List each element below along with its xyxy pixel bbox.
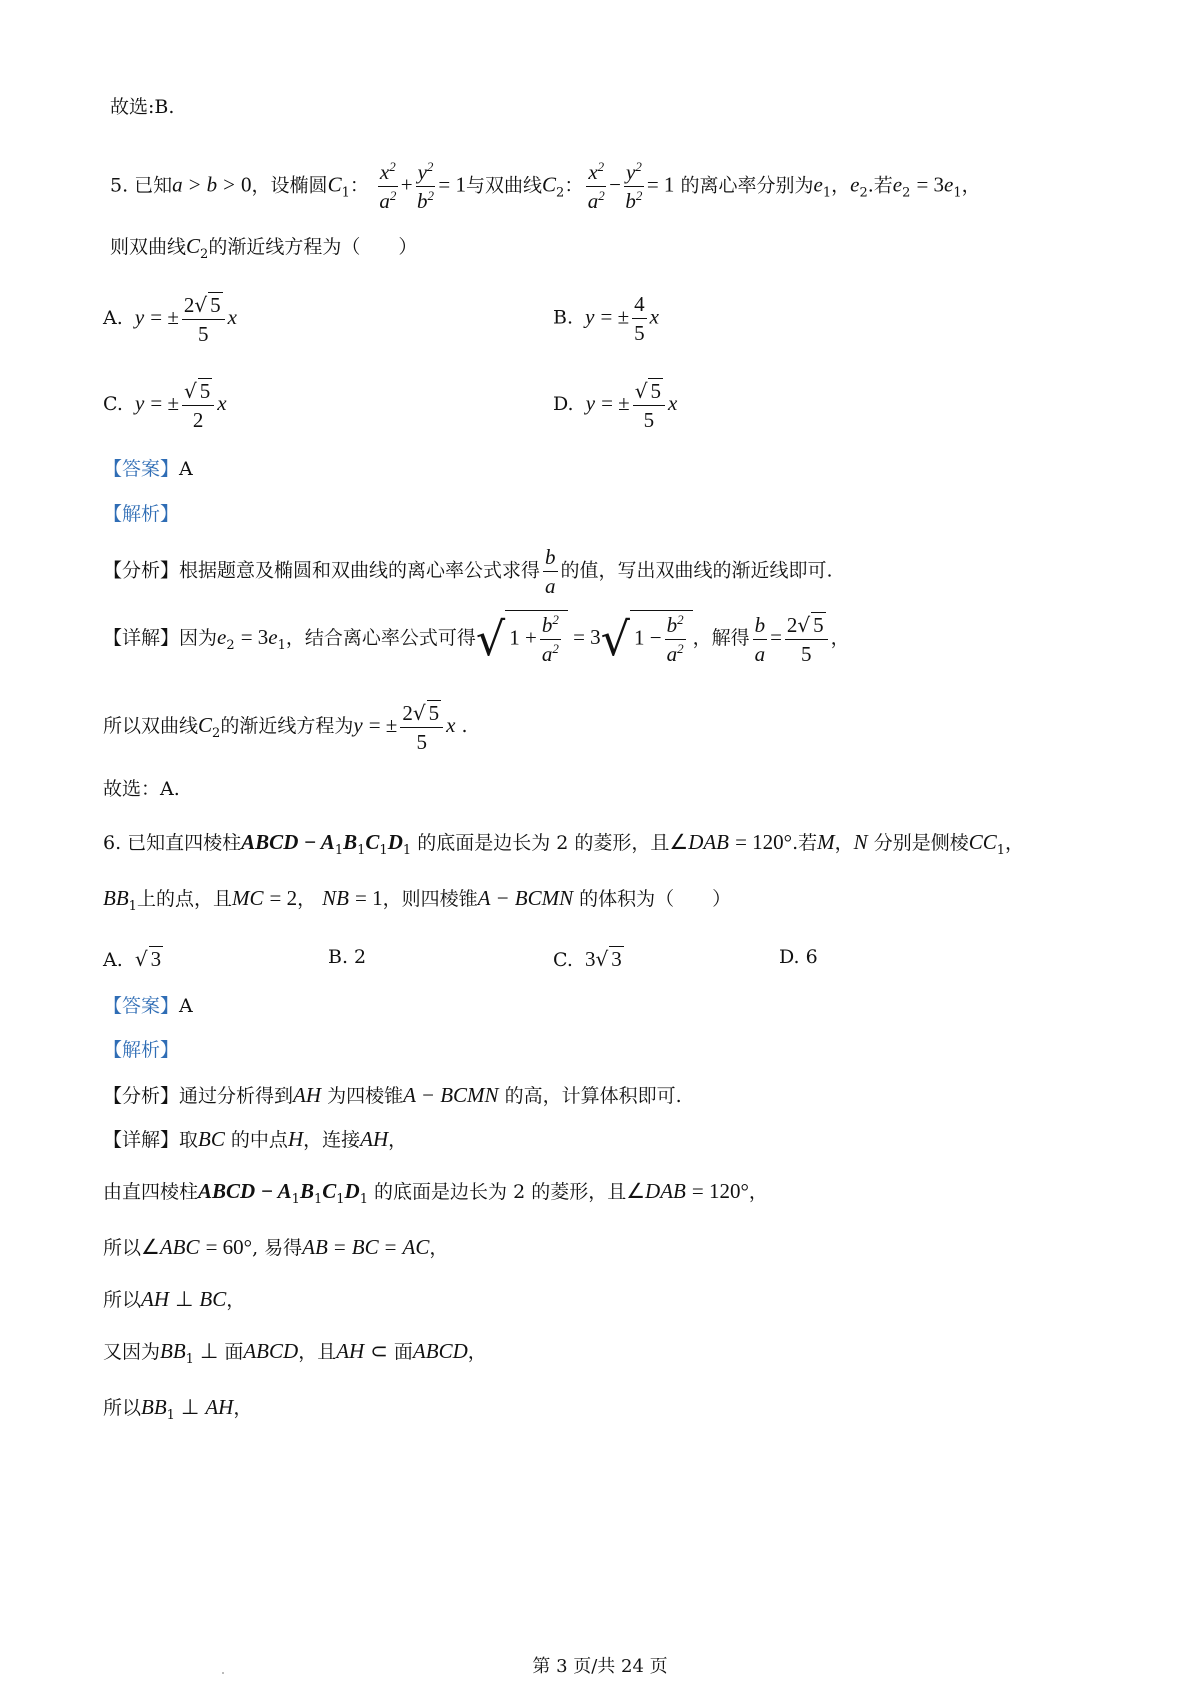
q6-jiexi: 【解析】 — [103, 1039, 180, 1061]
q5-conclusion: 所以双曲线$C_2$的渐近线方程为y = ± $\frac{2√ 5}{5}$ x . — [103, 701, 468, 755]
q6-stem-line2: $BB_1$上的点，且MC = 2， NB = 1，则四棱锥A − BCMN 的体积为（ ） — [103, 886, 732, 914]
q6-step-5: 所以$BB_1$ ⊥ AH， — [103, 1395, 253, 1423]
prev-answer-line: 故选:B. — [110, 96, 175, 118]
q5-stem: 5. 已知a > b > 0，设椭圆$C_1$： $\frac{x^2}{a^2}$ + $\frac{y^2}{b^2}$ = 1与双曲线$C_2$： $\frac{x^2}{a^2}$ − $\frac{y^2}{b^2}$ = 1 的离心率分别为$e_1$，$e_2$.若$e_2 = 3e_1$， — [110, 159, 981, 214]
q5-option-a[interactable]: A. y = ± $\frac{2√ 5}{5}$ x — [103, 293, 237, 347]
q6-option-c[interactable]: C. 3√ 3 — [553, 947, 622, 971]
q6-step-1: 由直四棱柱ABCD − $A_1B_1C_1D_1$ 的底面是边长为 2 的菱形，且∠DAB = 120°， — [103, 1179, 768, 1207]
q6-fenxi: 【分析】通过分析得到AH 为四棱锥A − BCMN 的高，计算体积即可. — [103, 1083, 682, 1107]
page-footer: 第 3 页/共 24 页 — [532, 1656, 668, 1677]
q6-step-4: 又因为$BB_1$ ⊥ 面ABCD，且AH ⊂ 面ABCD， — [103, 1339, 487, 1367]
q5-jiexi: 【解析】 — [103, 503, 180, 525]
q5-stem-line2: 则双曲线$C_2$的渐近线方程为（ ） — [110, 234, 418, 262]
q6-option-b[interactable]: B. 2 — [328, 946, 367, 968]
q5-option-b[interactable]: B. y = ± $\frac{4}{5}$ x — [553, 292, 659, 346]
q6-answer: 【答案】A — [103, 995, 193, 1017]
q5-xiangjie: 【详解】因为$e_2 = 3e_1$，结合离心率公式可得√ 1 + $\frac{b^2}{a^2}$ = 3√ 1 − $\frac{b^2}{a^2}$ ，解得 $\frac{b}{a}$ = $\frac{2√ 5}{5}$ ， — [103, 610, 850, 668]
q6-xiangjie: 【详解】取BC 的中点H，连接AH， — [103, 1127, 408, 1151]
q5-guxuan: 故选：A. — [103, 778, 180, 800]
q5-fenxi: 【分析】根据题意及椭圆和双曲线的离心率公式求得 $\frac{b}{a}$ 的值，写出双曲线的渐近线即可. — [103, 545, 833, 599]
q6-step-2: 所以∠ABC = 60°, 易得AB = BC = AC， — [103, 1235, 449, 1259]
q5-answer: 【答案】A — [103, 458, 193, 480]
q5-option-c[interactable]: C. y = ± $\frac{√ 5}{2}$ x — [103, 379, 227, 433]
q5-option-d[interactable]: D. y = ± $\frac{√ 5}{5}$ x — [553, 379, 678, 433]
q6-option-a[interactable]: A. √ 3 — [103, 947, 162, 971]
q6-step-3: 所以AH ⊥ BC， — [103, 1287, 246, 1311]
q6-stem: 6. 已知直四棱柱ABCD − $A_1B_1C_1D_1$ 的底面是边长为 2 的菱形，且∠DAB = 120°.若M，N 分别是侧棱$CC_1$， — [103, 830, 1025, 858]
q6-option-d[interactable]: D. 6 — [779, 946, 818, 968]
